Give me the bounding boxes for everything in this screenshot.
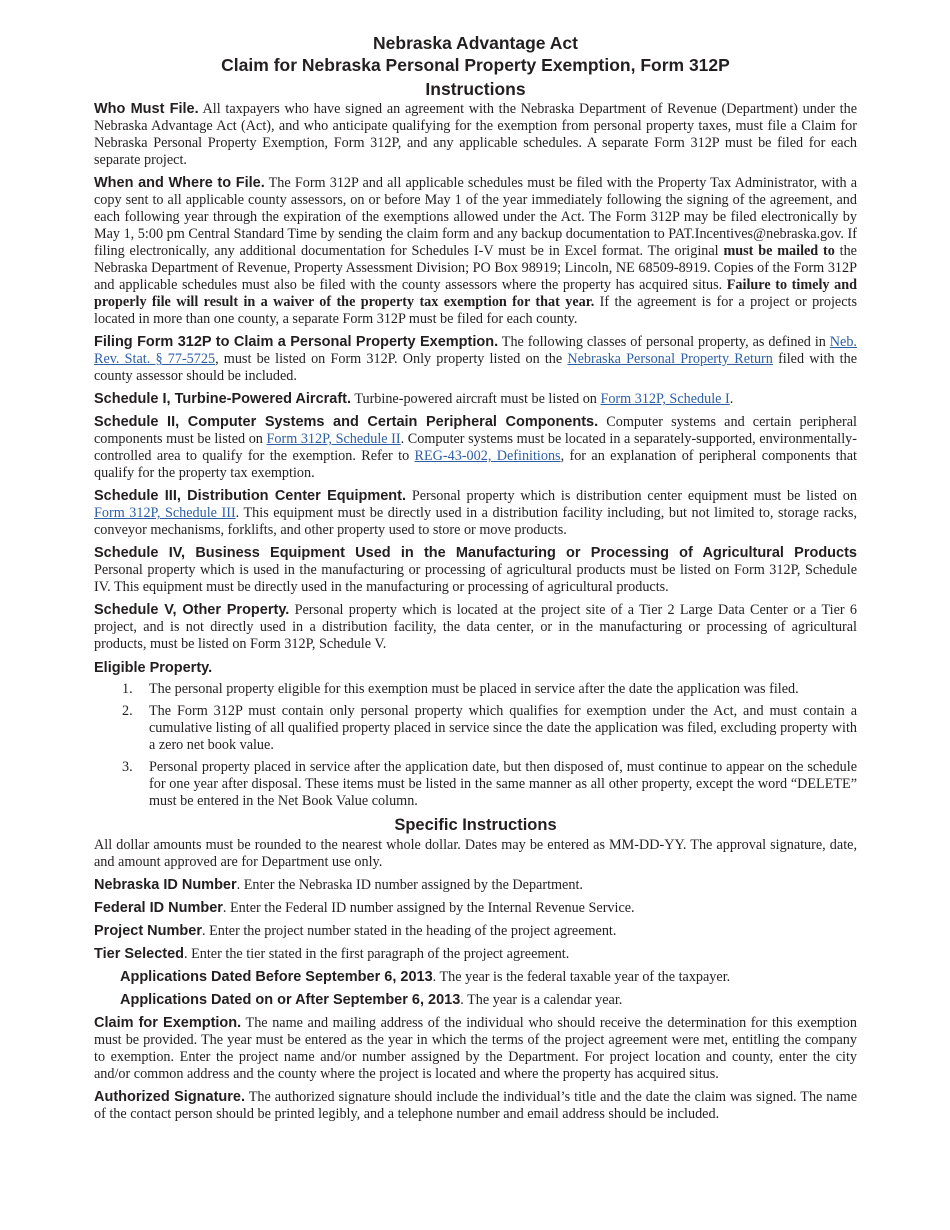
filing-text: filed with the county assessor should be included. (94, 351, 858, 384)
schedule-1-link[interactable]: Form 312P, Schedule I (600, 391, 730, 407)
app-before-instruction (94, 969, 857, 986)
federal-id-text: . Enter the Federal ID number assigned by the Internal Revenue Service. (222, 900, 635, 916)
mail-emphasis: must be mailed to (723, 243, 835, 259)
list-text: The personal property eligible for this exemption must be placed in service after the date the application was filed. (149, 681, 799, 697)
app-after-heading: Applications Dated on or After September 6, 2013 (120, 992, 461, 1008)
filing-section (94, 334, 857, 385)
title-act: Nebraska Advantage Act (373, 33, 578, 53)
tier-selected-heading: Tier Selected (94, 946, 185, 962)
list-item (94, 703, 857, 754)
claim-heading: Claim for Exemption. (94, 1015, 242, 1031)
schedule-1-text: . (729, 391, 734, 407)
nebraska-id-instruction (94, 877, 857, 894)
title-form: Claim for Nebraska Personal Property Exemption, Form 312P (221, 55, 730, 75)
schedule-5-text: Personal property which is located at the project site of a Tier 2 Large Data Center or a Tier 6 project, and is not directly used in a distribution facility, the data center, or in the manufacturing or processing of agricultural products, must be listed on Form 312P, Schedule V. (94, 602, 857, 652)
specific-instructions-heading: Specific Instructions (394, 816, 557, 834)
schedule-2-text: , for an explanation of peripheral components that qualify for the property tax exemption. (94, 448, 857, 481)
schedule-5-section (94, 602, 857, 653)
schedule-1-heading: Schedule I, Turbine-Powered Aircraft. (94, 391, 352, 407)
project-number-heading: Project Number (94, 923, 202, 939)
schedule-2-link[interactable]: Form 312P, Schedule II (266, 431, 401, 447)
schedule-4-heading: Schedule IV, Business Equipment Used in the Manufacturing or Processing of Agricultural Products (94, 545, 857, 561)
when-where-heading: When and Where to File. (94, 175, 265, 191)
schedule-3-section (94, 488, 857, 539)
federal-id-instruction (94, 900, 857, 917)
when-where-section (94, 175, 857, 328)
app-before-text: . The year is the federal taxable year of the taxpayer. (432, 969, 731, 985)
tier-selected-instruction (94, 946, 857, 963)
list-item (94, 759, 857, 810)
reg-definitions-link[interactable]: REG-43-002, Definitions (414, 448, 561, 464)
nebraska-id-heading: Nebraska ID Number (94, 877, 237, 893)
when-where-text: If the agreement is for a project or projects located in more than one county, a separate Form 312P must be filed for each county. (94, 294, 857, 327)
project-number-instruction (94, 923, 857, 940)
schedule-4-section (94, 545, 857, 596)
nebraska-id-text: . Enter the Nebraska ID number assigned by the Department. (236, 877, 583, 893)
list-number: 2. (122, 703, 133, 719)
schedule-5-heading: Schedule V, Other Property. (94, 602, 290, 618)
claim-text: The name and mailing address of the individual who should receive the determination for this exemption must be provided. The year must be entered as the year in which the terms of the project agreement were met, entitling the company to exemption. Enter the project name and/or number assigned by the Department. For project location and county, enter the city and/or common address and the county where the project is located and where the property has acquired situs. (94, 1015, 857, 1082)
when-where-text: The Form 312P and all applicable schedules must be filed with the Property Tax Administrator, with a copy sent to all applicable county assessors, on or before May 1 of the year immediately following the signing of the agreement, and each following year through the expiration of the exemptions allowed under the Act. The Form 312P may be filed electronically by May 1, 5:00 pm Central Standard Time by sending the claim form and any backup documentation to PAT.Incentives@nebraska.gov. If filing electronically, any additional documentation for Schedules I-V must be in Excel format. The original (94, 175, 857, 259)
schedule-3-text: Personal property which is distribution center equipment must be listed on (406, 488, 857, 504)
list-text: The Form 312P must contain only personal property which qualifies for exemption under the Act, and must contain a cumulative listing of all qualified property placed in service since the date the application was filed, excluding property with a zero net book value. (149, 703, 857, 753)
signature-section (94, 1089, 857, 1123)
list-item (94, 681, 857, 698)
who-must-file-heading: Who Must File. (94, 101, 199, 117)
signature-heading: Authorized Signature. (94, 1089, 246, 1105)
waiver-warning: Failure to timely and properly file will result in a waiver of the property tax exemption for that year. (94, 277, 857, 310)
tier-selected-text: . Enter the tier stated in the first paragraph of the project agreement. (184, 946, 570, 962)
schedule-2-section (94, 414, 857, 482)
list-number: 1. (122, 681, 133, 697)
signature-text: The authorized signature should include the individual’s title and the date the claim was signed. The name of the contact person should be printed legibly, and a telephone number and email address should be included. (94, 1089, 857, 1122)
schedule-3-link[interactable]: Form 312P, Schedule III (94, 505, 236, 521)
list-text: Personal property placed in service after the application date, but then disposed of, must continue to appear on the schedule for one year after disposal. These items must be listed in the same manner as all other property, except the word “DELETE” must be entered in the Net Book Value column. (149, 759, 857, 809)
specific-intro: All dollar amounts must be rounded to the nearest whole dollar. Dates may be entered as MM-DD-YY. The approval signature, date, and amount approved are for Department use only. (94, 837, 857, 870)
schedule-2-text: Computer systems and certain peripheral components must be listed on (94, 414, 857, 447)
eligible-property-heading: Eligible Property. (94, 660, 213, 676)
eligible-property-list (94, 681, 857, 810)
filing-heading: Filing Form 312P to Claim a Personal Property Exemption. (94, 334, 499, 350)
schedule-3-text: . This equipment must be directly used in a distribution facility including, but not limited to, storage racks, conveyor mechanisms, forklifts, and other property used to store or move products. (94, 505, 857, 538)
schedule-1-text: Turbine-powered aircraft must be listed on (351, 391, 601, 407)
when-where-text: the Nebraska Department of Revenue, Property Assessment Division; PO Box 98919; Lincoln, NE 68509-8919. Copies of the Form 312P and applicable schedules must also be filed with the county assessors where the property has acquired situs. (94, 243, 857, 293)
federal-id-heading: Federal ID Number (94, 900, 223, 916)
schedule-2-heading: Schedule II, Computer Systems and Certain Peripheral Components. (94, 414, 599, 430)
filing-text: , must be listed on Form 312P. Only property listed on the (215, 351, 568, 367)
statute-link[interactable]: Neb. Rev. Stat. § 77-5725 (94, 334, 857, 367)
app-after-text: . The year is a calendar year. (460, 992, 623, 1008)
personal-property-return-link[interactable]: Nebraska Personal Property Return (567, 351, 773, 367)
schedule-2-text: . Computer systems must be located in a separately-supported, environmentally-controlled area to qualify for the exemption. Refer to (94, 431, 857, 464)
schedule-4-text: Personal property which is used in the manufacturing or processing of agricultural products must be listed on Form 312P, Schedule IV. This equipment must be directly used in the manufacturing or processing of agricultural products. (94, 562, 857, 595)
filing-text: The following classes of personal property, as defined in (498, 334, 830, 350)
who-must-file-section (94, 101, 857, 169)
claim-section (94, 1015, 857, 1083)
app-after-instruction (94, 992, 857, 1009)
instructions-page (94, 32, 857, 1129)
project-number-text: . Enter the project number stated in the heading of the project agreement. (201, 923, 617, 939)
schedule-3-heading: Schedule III, Distribution Center Equipment. (94, 488, 407, 504)
title-instructions: Instructions (425, 79, 526, 99)
app-before-heading: Applications Dated Before September 6, 2013 (120, 969, 433, 985)
who-must-file-text: All taxpayers who have signed an agreement with the Nebraska Department of Revenue (Department) under the Nebraska Advantage Act (Act), and who anticipate qualifying for the exemption from personal property taxes, must file a Claim for Nebraska Personal Property Exemption, Form 312P, and any applicable schedules. A separate Form 312P must be filed for each separate project. (94, 101, 858, 168)
schedule-1-section (94, 391, 857, 408)
list-number: 3. (122, 759, 133, 775)
